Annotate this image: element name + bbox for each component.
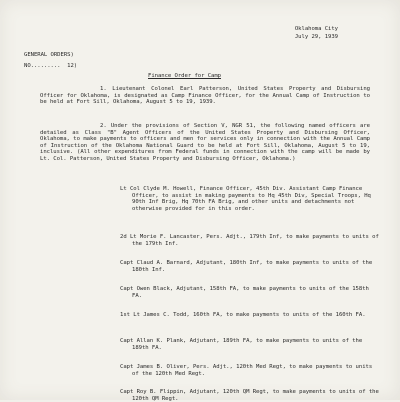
entry-item: 2d Lt Morie F. Lancaster, Pers. Adjt., 179th Inf, to make payments to units of the 179th Inf. bbox=[120, 234, 379, 247]
header-date: July 29, 1939 bbox=[294, 34, 338, 40]
header-place: Oklahoma City bbox=[294, 26, 338, 32]
entry-item: Lt Col Clyde M. Howell, Finance Officer, 45th Div. Assistant Camp Finance Officer, to assist in making payments to Hq 45th Div, Special Troops, Hq 90th Inf Brig, Hq 70th FA Brig, and other units and detachments not otherwise provided for in this order. bbox=[120, 186, 371, 212]
entry-item: Capt Roy B. Flippin, Adjutant, 120th QM Regt, to make payments to units of the 120th QM Regt. bbox=[120, 389, 379, 402]
entry-item: Capt James B. Oliver, Pers. Adjt., 120th Med Regt, to make payments to units of the 120th Med Regt. bbox=[120, 364, 373, 377]
orders-heading: GENERAL ORDERS) bbox=[24, 52, 74, 58]
entry-item: Capt Claud A. Barnard, Adjutant, 180th Inf, to make payments to units of the 180th Inf. bbox=[120, 260, 373, 273]
orders-number: NO......... 12) bbox=[24, 63, 78, 69]
entry-item: Capt Allan K. Plank, Adjutant, 189th FA, to make payments to units of the 189th FA. bbox=[120, 338, 363, 351]
document-title: Finance Order for Camp bbox=[148, 73, 221, 79]
paragraph-2: 2. Under the provisions of Section V, NGR 51, the following named officers are detailed as Class "B" Agent Officers of the United States Property and Disbursing Officer, Oklahoma, to make payments to officers and men for services only in connection with the Annual Camp of Instruction of the Oklahoma National Guard to be held at Fort Sill, Oklahoma, August 5 to 19, inclusive. (All other expenditures from Federal funds in connection with the camp will be made by Lt. Col. Patterson, United States Property and Disbursing Officer, Oklahoma.) bbox=[40, 123, 370, 162]
paragraph-1: 1. Lieutenant Colonel Earl Patterson, United States Property and Disbursing Officer for Oklahoma, is designated as Camp Finance Officer, for the Annual Camp of Instruction to be held at Fort Sill, Oklahoma, August 5 to 19, 1939. bbox=[40, 86, 370, 106]
entry-item: 1st Lt James C. Todd, 160th FA, to make payments to units of the 160th FA. bbox=[120, 312, 366, 318]
entry-item: Capt Owen Black, Adjutant, 158th FA, to make payments to units of the 158th FA. bbox=[120, 286, 369, 299]
